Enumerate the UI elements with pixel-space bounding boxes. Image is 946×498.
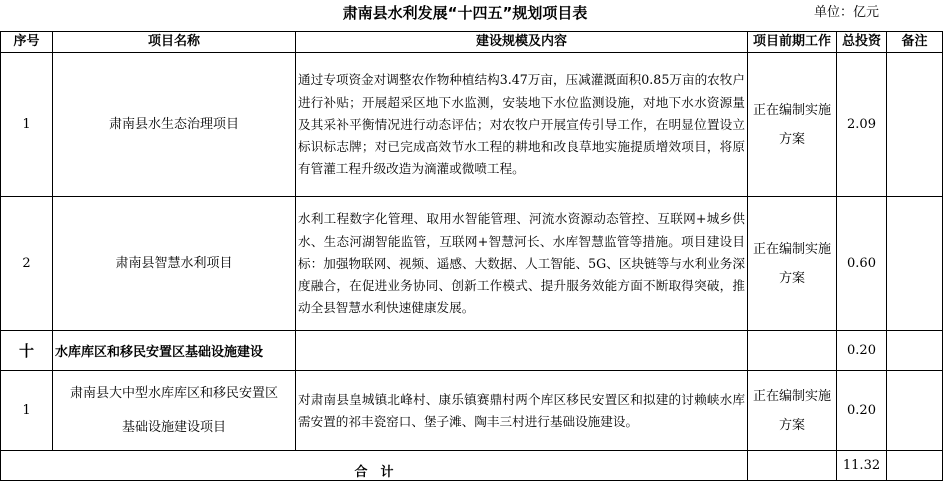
header-invest: 总投资 [837, 32, 887, 53]
row-name: 肃南县水生态治理项目 [53, 53, 296, 197]
row-invest: 0.20 [837, 371, 887, 451]
row-content: 通过专项资金对调整农作物种植结构3.47万亩，压减灌溉面积0.85万亩的农牧户进行补贴；开展超采区地下水监测，安装地下水位监测设施，对地下水水资源量及其采补平衡情况进行动态评估；对农牧户开展宣传引导工作，在明显位置设立标识标志牌；对已完成高效节水工程的耕地和改良草地实施提质增效项目，将原有管灌工程升级改造为滴灌或微喷工程。 [296, 53, 748, 197]
section-invest: 0.20 [837, 331, 887, 371]
table-row [1, 53, 943, 197]
total-invest: 11.32 [837, 451, 887, 481]
row-no: 2 [1, 197, 53, 331]
header-no: 序号 [1, 32, 53, 53]
section-no: 十 [1, 331, 53, 371]
row-invest: 2.09 [837, 53, 887, 197]
header-row [1, 32, 943, 53]
prework-line-2: 方案 [778, 270, 805, 286]
project-table [0, 31, 943, 481]
row-note [887, 371, 943, 451]
section-content [296, 331, 748, 371]
row-name-line-2: 基础设施建设项目 [121, 419, 226, 435]
section-prework [748, 331, 837, 371]
row-prework [748, 53, 837, 197]
row-prework [748, 197, 837, 331]
section-note [887, 331, 943, 371]
row-content: 对肃南县皇城镇北峰村、康乐镇赛鼎村两个库区移民安置区和拟建的讨赖峡水库需安置的祁丰瓷窑口、堡子滩、陶丰三村进行基础设施建设。 [296, 371, 748, 451]
header-scale: 建设规模及内容 [296, 32, 748, 53]
total-label: 合 计 [1, 451, 748, 481]
prework-line-1: 正在编制实施 [752, 241, 831, 257]
row-no: 1 [1, 53, 53, 197]
table-row [1, 197, 943, 331]
row-note [887, 53, 943, 197]
row-content: 水利工程数字化管理、取用水智能管理、河流水资源动态管控、互联网+城乡供水、生态河湖智能监管，互联网+智慧河长、水库智慧监管等措施。项目建设目标：加强物联网、视频、遥感、大数据、人工智能、5G、区块链等与水利业务深度融合，在促进业务协同、创新工作模式、提升服务效能方面不断取得突破，推动全县智慧水利快速健康发展。 [296, 197, 748, 331]
total-prework [748, 451, 837, 481]
row-invest: 0.60 [837, 197, 887, 331]
row-name: 肃南县智慧水利项目 [53, 197, 296, 331]
section-name: 水库库区和移民安置区基础设施建设 [53, 331, 296, 371]
row-no: 1 [1, 371, 53, 451]
section-row [1, 331, 943, 371]
row-note [887, 197, 943, 331]
row-name-line-1: 肃南县大中型水库库区和移民安置区 [69, 385, 278, 401]
total-row [1, 451, 943, 481]
prework-line-1: 正在编制实施 [752, 102, 831, 118]
prework-line-2: 方案 [778, 417, 805, 433]
row-prework [748, 371, 837, 451]
unit-label: 单位：亿元 [814, 5, 880, 20]
document-title: 肃南县水利发展“十四五”规划项目表 [342, 4, 588, 22]
prework-line-1: 正在编制实施 [752, 388, 831, 404]
table-row [1, 371, 943, 451]
header-note: 备注 [887, 32, 943, 53]
prework-line-2: 方案 [778, 131, 805, 147]
title-bar [0, 2, 946, 24]
row-name [53, 371, 296, 451]
header-prework: 项目前期工作 [748, 32, 837, 53]
total-note [887, 451, 943, 481]
header-name: 项目名称 [53, 32, 296, 53]
